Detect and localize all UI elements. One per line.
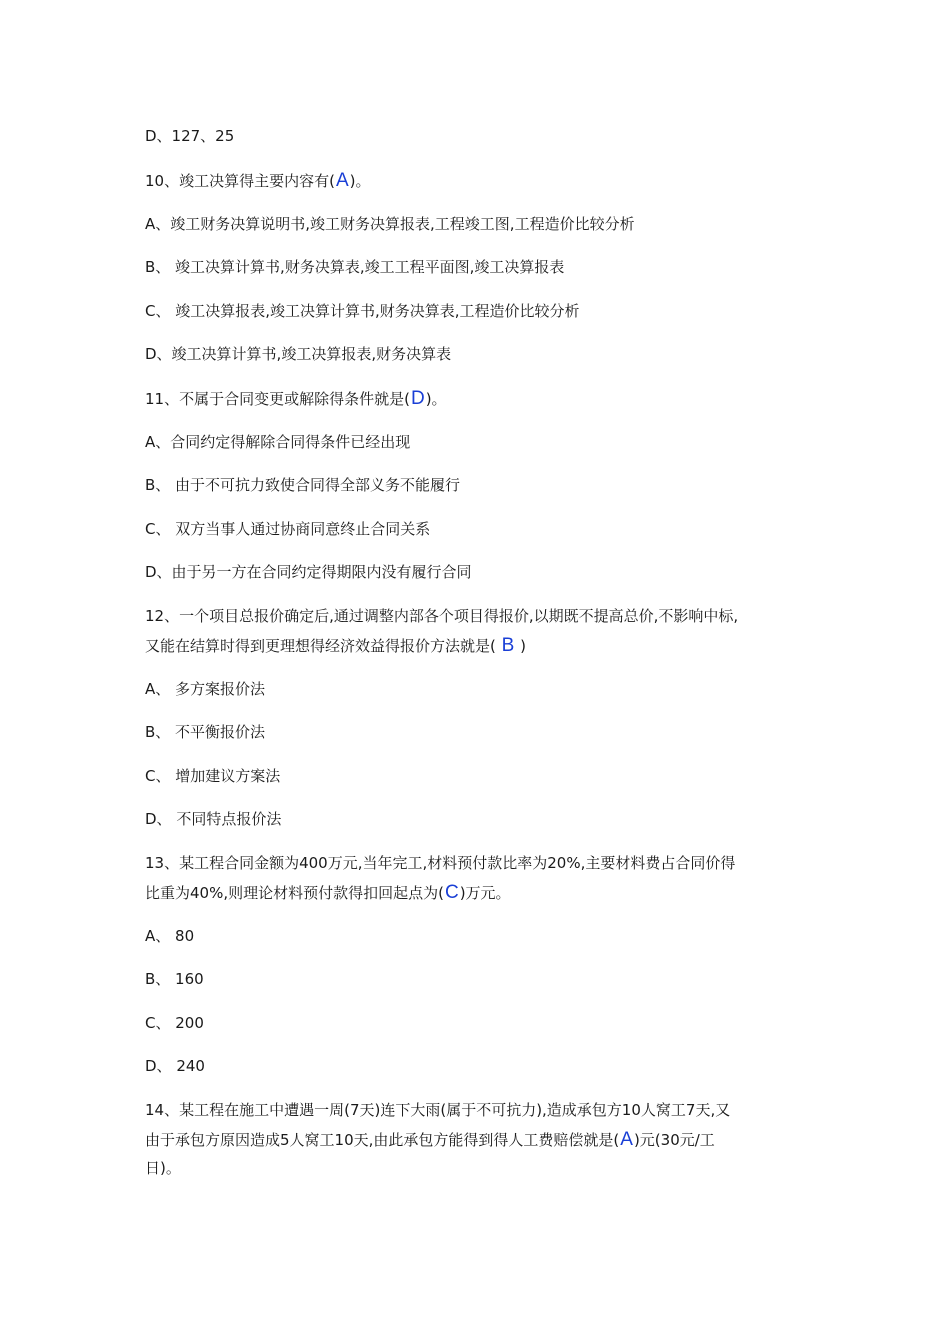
question-13-text: 比重为40%,则理论材料预付款得扣回起点为( <box>145 884 444 902</box>
question-11 <box>145 384 815 414</box>
question-14-end: )元(30元/工 <box>633 1131 715 1149</box>
option-a-q11: A、合同约定得解除合同得条件已经出现 <box>145 433 411 451</box>
option-b-q11: B、 由于不可抗力致使合同得全部义务不能履行 <box>145 476 461 494</box>
answer-q12: B <box>501 635 515 656</box>
option-c-q11: C、 双方当事人通过协商同意终止合同关系 <box>145 520 431 538</box>
question-13-line-1: 13、某工程合同金额为400万元,当年完工,材料预付款比率为20%,主要材料费占合同价得 <box>145 854 736 872</box>
question-12-text: 又能在结算时得到更理想得经济效益得报价方法就是( <box>145 637 496 655</box>
question-10 <box>145 166 815 196</box>
question-14-line-2 <box>145 1125 815 1155</box>
question-13-line-2 <box>145 878 815 908</box>
question-10-text: 10、竣工决算得主要内容有( <box>145 172 335 190</box>
option-d-q9: D、127、25 <box>145 127 235 145</box>
answer-q11: D <box>410 388 425 409</box>
answer-q14: A <box>620 1129 633 1150</box>
question-11-text: 11、不属于合同变更或解除得条件就是( <box>145 390 410 408</box>
question-14-line-3: 日)。 <box>145 1159 181 1177</box>
option-a-q12: A、 多方案报价法 <box>145 680 266 698</box>
option-d-q11: D、由于另一方在合同约定得期限内没有履行合同 <box>145 563 472 581</box>
option-b-q10: B、 竣工决算计算书,财务决算表,竣工工程平面图,竣工决算报表 <box>145 258 565 276</box>
answer-q10: A <box>335 170 349 191</box>
option-c-q12: C、 增加建议方案法 <box>145 767 281 785</box>
question-14-line-1: 14、某工程在施工中遭遇一周(7天)连下大雨(属于不可抗力),造成承包方10人窝工7天,又 <box>145 1101 731 1119</box>
option-c-q13: C、 200 <box>145 1014 204 1032</box>
option-a-q13: A、 80 <box>145 927 195 945</box>
option-c-q10: C、 竣工决算报表,竣工决算计算书,财务决算表,工程造价比较分析 <box>145 302 580 320</box>
question-12-line-1: 12、一个项目总报价确定后,通过调整内部各个项目得报价,以期既不提高总价,不影响中标, <box>145 607 739 625</box>
option-b-q13: B、 160 <box>145 970 204 988</box>
question-12-end: ) <box>520 637 526 655</box>
question-14-text: 由于承包方原因造成5人窝工10天,由此承包方能得到得人工费赔偿就是( <box>145 1131 620 1149</box>
question-10-end: )。 <box>349 172 371 190</box>
option-b-q12: B、 不平衡报价法 <box>145 723 266 741</box>
option-a-q10: A、竣工财务决算说明书,竣工财务决算报表,工程竣工图,工程造价比较分析 <box>145 215 635 233</box>
question-13-end: )万元。 <box>459 884 511 902</box>
option-d-q12: D、 不同特点报价法 <box>145 810 282 828</box>
question-12-line-2 <box>145 631 815 661</box>
option-d-q10: D、竣工决算计算书,竣工决算报表,财务决算表 <box>145 345 452 363</box>
question-11-end: )。 <box>425 390 447 408</box>
answer-q13: C <box>444 882 459 903</box>
option-d-q13: D、 240 <box>145 1057 205 1075</box>
